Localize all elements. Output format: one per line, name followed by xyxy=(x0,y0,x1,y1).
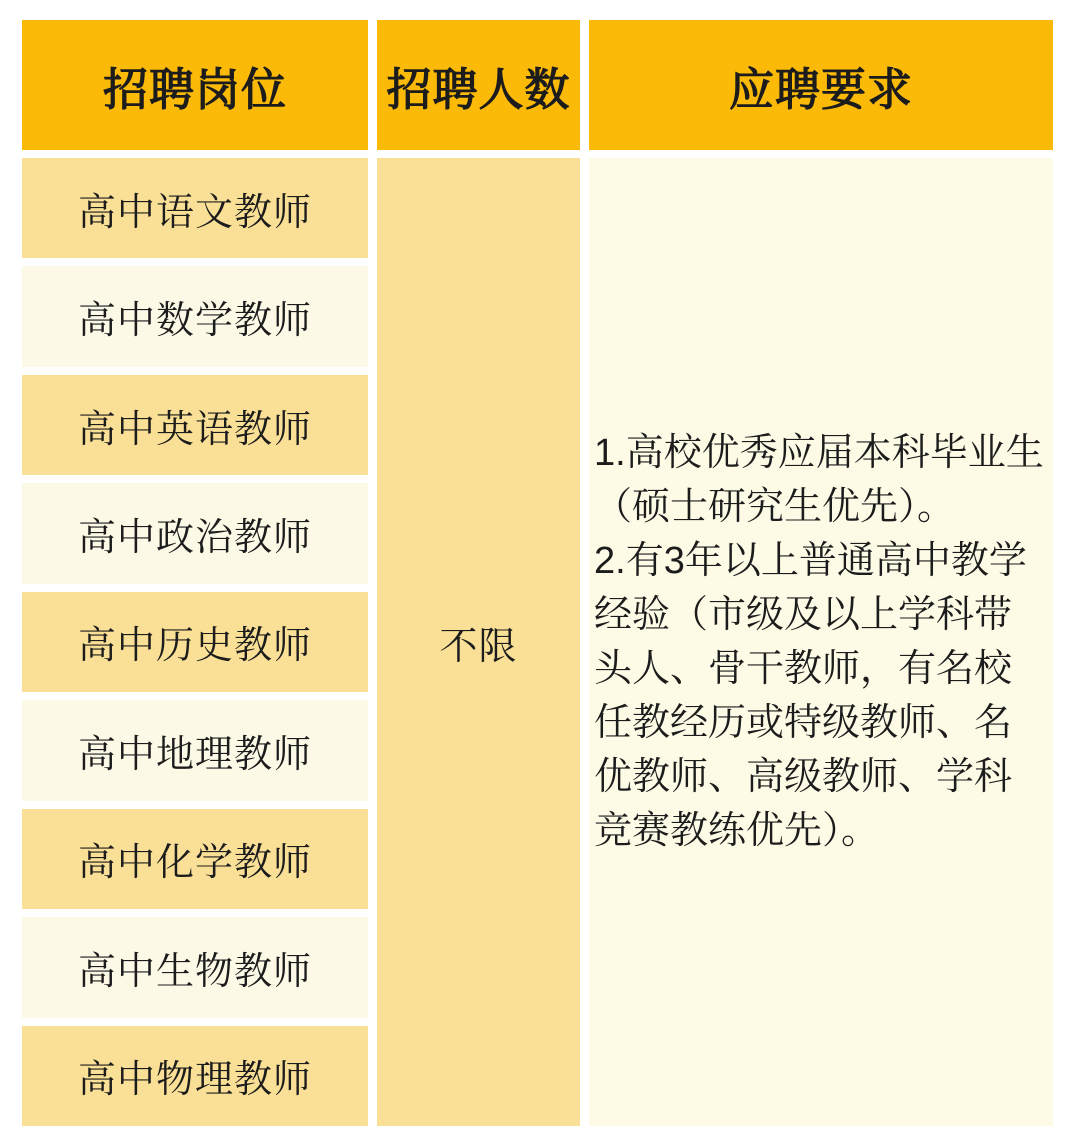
column-requirements xyxy=(589,20,1053,1126)
requirements-line: 1.高校优秀应届本科毕业生 xyxy=(594,432,1044,474)
position-row: 高中数学教师 xyxy=(22,266,368,366)
position-row: 高中历史教师 xyxy=(22,592,368,692)
position-row: 高中政治教师 xyxy=(22,483,368,583)
column-count xyxy=(377,20,580,1126)
requirements-line: 竞赛教练优先）。 xyxy=(594,810,880,852)
requirements-text xyxy=(594,426,1044,858)
requirements-merged-cell xyxy=(589,158,1053,1126)
count-merged-cell: 不限 xyxy=(377,158,580,1126)
requirements-line: 经验（市级及以上学科带 xyxy=(594,594,1013,636)
position-row: 高中地理教师 xyxy=(22,700,368,800)
header-cell-position: 招聘岗位 xyxy=(22,20,368,150)
position-row: 高中化学教师 xyxy=(22,809,368,909)
requirements-line: 任教经历或特级教师、名 xyxy=(594,702,1013,744)
column-position xyxy=(22,20,368,1126)
position-row: 高中语文教师 xyxy=(22,158,368,258)
position-row: 高中英语教师 xyxy=(22,375,368,475)
header-cell-requirements: 应聘要求 xyxy=(589,20,1053,150)
recruitment-table xyxy=(22,20,1053,1126)
position-row: 高中物理教师 xyxy=(22,1026,368,1126)
header-cell-count: 招聘人数 xyxy=(377,20,580,150)
position-row: 高中生物教师 xyxy=(22,917,368,1017)
requirements-line: 优教师、高级教师、学科 xyxy=(594,756,1013,798)
position-rows xyxy=(22,158,368,1126)
requirements-line: 头人、骨干教师，有名校 xyxy=(594,648,1013,690)
requirements-line: 2.有3年以上普通高中教学 xyxy=(594,540,1027,582)
requirements-line: （硕士研究生优先）。 xyxy=(594,486,956,528)
